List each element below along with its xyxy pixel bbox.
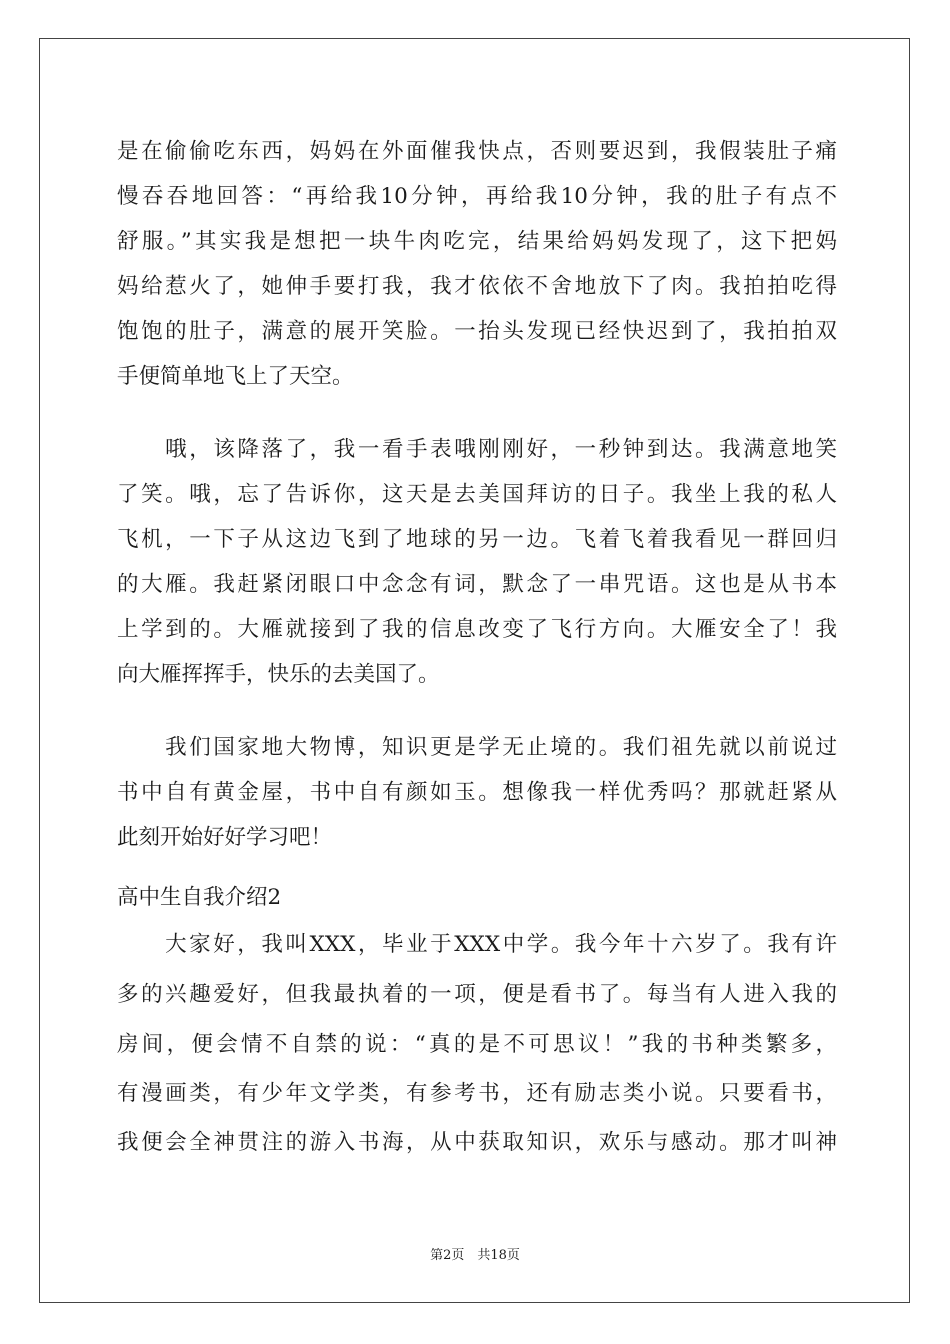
text-line: 有漫画类，有少年文学类，有参考书，还有励志类小说。只要看书， (117, 1081, 837, 1106)
text-line: 上学到的。大雁就接到了我的信息改变了飞行方向。大雁安全了！我 (117, 617, 837, 642)
text-line: 舒服。”其实我是想把一块牛肉吃完，结果给妈妈发现了，这下把妈 (117, 229, 837, 254)
text-line: 慢吞吞地回答：“再给我10分钟，再给我10分钟，我的肚子有点不 (117, 184, 837, 209)
text-line: 飞机，一下子从这边飞到了地球的另一边。飞着飞着我看见一群回归 (117, 527, 837, 552)
text-line: 房间，便会情不自禁的说：“真的是不可思议！”我的书种类繁多， (117, 1032, 837, 1057)
text-line: 书中自有黄金屋，书中自有颜如玉。想像我一样优秀吗？那就赶紧从 (117, 780, 837, 805)
text-line: 妈给惹火了，她伸手要打我，我才依依不舍地放下了肉。我拍拍吃得 (117, 274, 837, 299)
text-line: 饱饱的肚子，满意的展开笑脸。一抬头发现已经快迟到了，我拍拍双 (117, 319, 837, 344)
text-line: 此刻开始好好学习吧！ (117, 825, 333, 850)
text-line: 了笑。哦，忘了告诉你，这天是去美国拜访的日子。我坐上我的私人 (117, 482, 837, 507)
text-line: 我便会全神贯注的游入书海，从中获取知识，欢乐与感动。那才叫神 (117, 1130, 837, 1155)
text-line: 向大雁挥挥手，快乐的去美国了。 (117, 662, 440, 687)
text-line: 是在偷偷吃东西，妈妈在外面催我快点，否则要迟到，我假装肚子痛 (117, 139, 837, 164)
page-number: 第2页 共18页 (430, 1248, 520, 1263)
text-line: 大家好，我叫XXX，毕业于XXX中学。我今年十六岁了。我有许 (117, 932, 837, 957)
page-footer (0, 1246, 950, 1266)
section-heading: 高中生自我介绍2 (117, 885, 282, 910)
text-line: 多的兴趣爱好，但我最执着的一项，便是看书了。每当有人进入我的 (117, 982, 837, 1007)
text-line: 哦，该降落了，我一看手表哦刚刚好，一秒钟到达。我满意地笑 (117, 437, 837, 462)
text-line: 的大雁。我赶紧闭眼口中念念有词，默念了一串咒语。这也是从书本 (117, 572, 837, 597)
text-line: 手便简单地飞上了天空。 (117, 364, 354, 389)
text-line: 我们国家地大物博，知识更是学无止境的。我们祖先就以前说过 (117, 735, 837, 760)
